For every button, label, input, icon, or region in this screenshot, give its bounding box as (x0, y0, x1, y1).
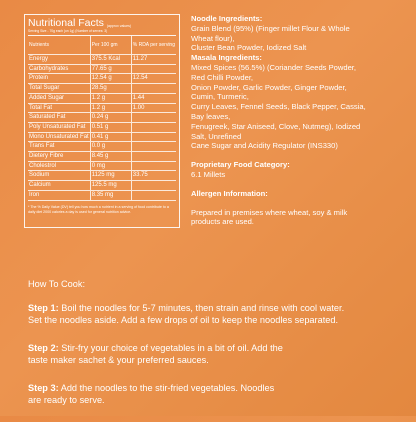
table-cell: Saturated Fat (28, 113, 90, 123)
table-row (28, 93, 176, 103)
step-label: Step 3: (28, 383, 59, 393)
table-row (28, 103, 176, 113)
table-cell: Dietery Fibre (28, 152, 90, 162)
table-cell (131, 132, 176, 142)
masala-ingredients-line: Curry Leaves, Fennel Seeds, Black Pepper, Cassia, (191, 102, 366, 112)
table-row (28, 171, 176, 181)
proprietary-food-category-heading: Proprietary Food Category: (191, 160, 290, 170)
step-label: Step 2: (28, 343, 59, 353)
table-cell: 1.44 (131, 93, 176, 103)
table-row (28, 132, 176, 142)
table-row (28, 190, 176, 200)
table-cell: Carbohydrates (28, 64, 90, 74)
table-cell: 1.2 g (90, 93, 131, 103)
masala-ingredients-text (191, 63, 403, 151)
step-text: Boil the noodles for 5-7 minutes, then strain and rinse with cool water. (61, 303, 345, 313)
step-text: Stir-fry your choice of vegetables in a bit of oil. Add the (61, 343, 283, 353)
allergen-line: products are used. (191, 217, 254, 227)
step-text: Set the noodles aside. Add a few drops of oil to keep the noodles separated. (28, 315, 339, 325)
table-cell: Protein (28, 74, 90, 84)
nutrition-table (28, 36, 176, 201)
table-cell: 0 mg (90, 161, 131, 171)
table-cell: 1125 mg (90, 171, 131, 181)
table-cell: Nutrients (28, 36, 90, 55)
table-cell: Sodium (28, 171, 90, 181)
noodle-ingredients-text (191, 24, 403, 53)
table-cell: Total Sugar (28, 84, 90, 94)
allergen-line: Prepared in premises where wheat, soy & milk (191, 207, 348, 217)
table-cell: 77.65 g (90, 64, 131, 74)
table-row (28, 74, 176, 84)
table-row (28, 64, 176, 74)
table-cell: Cholestrol (28, 161, 90, 171)
table-cell: Calcium (28, 181, 90, 191)
step-text: taste maker sachet & your preferred sauces. (28, 355, 209, 365)
table-cell: Energy (28, 55, 90, 65)
table-cell (131, 84, 176, 94)
ingredients-column (191, 14, 403, 227)
table-header-row (28, 36, 176, 55)
step-text: Add the noodles to the stir-fried vegetables. Noodles (60, 383, 275, 393)
table-cell (131, 161, 176, 171)
nutrition-footnote: * The % Daily Value (DV) tell you how much a nutrient in a serving of food contribute to a daily diet 2000 calories a day is used for general nutrition advice. (28, 204, 169, 214)
noodle-ingredients-line: Cluster Bean Powder, Iodized Salt (191, 43, 307, 53)
proprietary-food-category-value: 6.1 Millets (191, 169, 226, 179)
table-cell: 8.35 mg (90, 190, 131, 200)
nutrition-header (28, 17, 176, 29)
masala-ingredients-line: Bay leaves, (191, 111, 231, 121)
how-to-cook-title: How To Cook: (28, 279, 86, 289)
table-cell: Per 100 gm (90, 36, 131, 55)
table-cell: 125.5 mg (90, 181, 131, 191)
masala-ingredients-heading: Masala Ingredients: (191, 53, 262, 63)
table-cell (131, 122, 176, 132)
table-cell: 11.27 (131, 55, 176, 65)
table-cell (131, 181, 176, 191)
table-cell: 28.5g (90, 84, 131, 94)
allergen-information-text (191, 208, 403, 228)
table-row (28, 55, 176, 65)
masala-ingredients-line: Red Chilli Powder, (191, 72, 254, 82)
table-cell: 8.45 g (90, 152, 131, 162)
noodle-ingredients-heading: Noodle Ingredients: (191, 14, 263, 23)
table-row (28, 122, 176, 132)
nutrition-title: Nutritional Facts (28, 17, 104, 29)
table-cell: Total Fat (28, 103, 90, 113)
noodle-ingredients-line: Grain Blend (95%) (Finger millet Flour & Whole (191, 23, 350, 33)
table-cell: % RDA per serving (131, 36, 176, 55)
table-cell (131, 142, 176, 152)
table-cell: Iron (28, 190, 90, 200)
table-row (28, 142, 176, 152)
table-cell: Poly Unsaturated Fat (28, 122, 90, 132)
table-cell: 33.75 (131, 171, 176, 181)
table-cell: 0.41 g (90, 132, 131, 142)
table-cell (131, 190, 176, 200)
table-row (28, 152, 176, 162)
table-cell: Trans Fat (28, 142, 90, 152)
table-cell (131, 64, 176, 74)
masala-ingredients-line: Cane Sugar and Acidity Regulator (INS330) (191, 141, 338, 151)
table-row (28, 161, 176, 171)
masala-ingredients-line: Salt, Unrefined (191, 131, 242, 141)
nutrition-subtitle: (approx values) (106, 24, 131, 28)
table-cell: Added Sugar (28, 93, 90, 103)
allergen-information-heading: Allergen Information: (191, 188, 268, 198)
how-to-cook-section (28, 278, 398, 422)
table-cell: 375.5 Kcal (90, 55, 131, 65)
table-cell: 0.24 g (90, 113, 131, 123)
nutrition-facts-panel (24, 14, 180, 228)
table-row (28, 84, 176, 94)
cook-step-2 (28, 342, 398, 366)
serving-size: Serving Size - 70g each (on 1g) (Number of serves: 3) (28, 29, 176, 36)
table-cell: 1.2 g (90, 103, 131, 113)
table-cell: 1.00 (131, 103, 176, 113)
masala-ingredients-line: Mixed Spices (56.5%) (Coriander Seeds Powder, (191, 62, 357, 72)
table-cell: Mono Unsaturated Fat (28, 132, 90, 142)
table-row (28, 113, 176, 123)
masala-ingredients-line: Onion Powder, Garlic Powder, Ginger Powder, (191, 82, 347, 92)
table-row (28, 181, 176, 191)
cook-step-3 (28, 382, 398, 406)
masala-ingredients-line: Cumin, Turmeric, (191, 92, 249, 102)
masala-ingredients-line: Fenugreek, Star Aniseed, Clove, Nutmeg), Iodized (191, 121, 361, 131)
table-cell: 0.0 g (90, 142, 131, 152)
table-cell: 0.51 g (90, 122, 131, 132)
step-label: Step 1: (28, 303, 59, 313)
step-text: are ready to serve. (28, 395, 105, 405)
cook-step-1 (28, 302, 398, 326)
table-cell: 12.54 g (90, 74, 131, 84)
noodle-ingredients-line: Wheat flour), (191, 33, 235, 43)
table-cell (131, 152, 176, 162)
table-cell (131, 113, 176, 123)
table-cell: 12.54 (131, 74, 176, 84)
